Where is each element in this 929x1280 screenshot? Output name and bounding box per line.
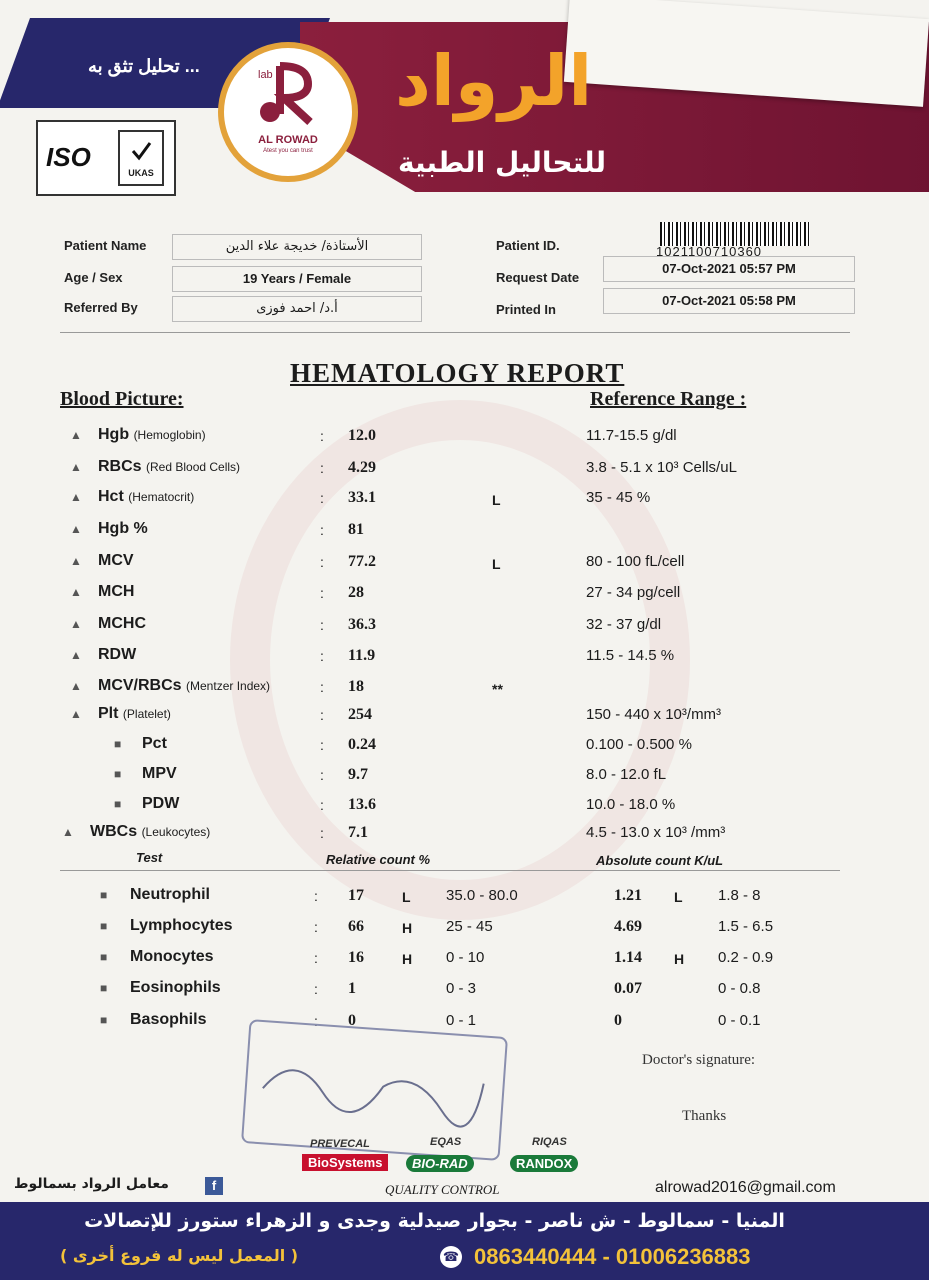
relative-flag: H bbox=[402, 951, 413, 967]
test-reference-range: 11.7-15.5 g/dl bbox=[586, 427, 677, 444]
patient-id-label: Patient ID. bbox=[496, 238, 560, 253]
report-title: HEMATOLOGY REPORT bbox=[290, 358, 625, 388]
arrow-marker-icon: ▲ bbox=[70, 648, 82, 662]
test-name: WBCs (Leukocytes) bbox=[90, 823, 211, 840]
separator: : bbox=[320, 679, 324, 695]
bullet-icon: ■ bbox=[100, 981, 108, 995]
absolute-reference: 0 - 0.8 bbox=[718, 980, 761, 997]
test-reference-range: 3.8 - 5.1 x 10³ Cells/uL bbox=[586, 459, 737, 476]
footer-address: المنيا - سمالوط - ش ناصر - بجوار صيدلية وجدى و الزهراء ستورز للإتصالات bbox=[84, 1210, 785, 1232]
separator: : bbox=[320, 737, 324, 753]
test-value: 254 bbox=[348, 706, 372, 723]
test-row bbox=[0, 733, 929, 763]
bullet-icon: ■ bbox=[100, 888, 108, 902]
test-value: 11.9 bbox=[348, 647, 376, 664]
absolute-value: 0.07 bbox=[614, 980, 642, 997]
test-name: MCV bbox=[98, 552, 134, 569]
separator: : bbox=[320, 797, 324, 813]
bullet-icon: ■ bbox=[100, 950, 108, 964]
arrow-marker-icon: ▲ bbox=[70, 585, 82, 599]
arrow-marker-icon: ▲ bbox=[70, 522, 82, 536]
test-row bbox=[0, 763, 929, 793]
absolute-reference: 1.5 - 6.5 bbox=[718, 918, 774, 935]
lab-stamp bbox=[241, 1019, 508, 1161]
arrow-marker-icon: ▲ bbox=[70, 617, 82, 631]
separator: : bbox=[314, 888, 318, 904]
test-name: Hgb % bbox=[98, 520, 148, 537]
separator: : bbox=[320, 648, 324, 664]
test-value: 9.7 bbox=[348, 766, 368, 783]
facebook-page-name: معامل الرواد بسمالوط bbox=[14, 1176, 169, 1192]
test-reference-range: 35 - 45 % bbox=[586, 489, 651, 506]
blood-picture-heading: Blood Picture: bbox=[60, 388, 184, 410]
brand-subtitle-arabic: للتحاليل الطبية bbox=[398, 146, 606, 179]
test-reference-range: 80 - 100 fL/cell bbox=[586, 553, 685, 570]
test-reference-range: 10.0 - 18.0 % bbox=[586, 796, 676, 813]
facebook-icon: f bbox=[205, 1177, 223, 1195]
logo-subtitle: Atest you can trust bbox=[263, 148, 313, 154]
test-value: 13.6 bbox=[348, 796, 376, 813]
test-name: Hct (Hematocrit) bbox=[98, 488, 195, 505]
separator: : bbox=[320, 767, 324, 783]
arrow-marker-icon: ▲ bbox=[70, 460, 82, 474]
test-row bbox=[0, 703, 929, 733]
diff-row bbox=[0, 977, 929, 1007]
header-tagline: تحليل تثق به ... bbox=[88, 56, 200, 76]
test-reference-range: 4.5 - 13.0 x 10³ /mm³ bbox=[586, 824, 726, 841]
test-row bbox=[0, 550, 929, 580]
bullet-icon: ■ bbox=[114, 737, 122, 751]
footer-band bbox=[0, 1202, 929, 1280]
test-name: MCH bbox=[98, 583, 135, 600]
phone-icon: ☎ bbox=[440, 1246, 462, 1268]
absolute-value: 0 bbox=[614, 1012, 622, 1029]
test-value: 36.3 bbox=[348, 616, 376, 633]
test-row bbox=[0, 581, 929, 611]
relative-value: 66 bbox=[348, 918, 364, 935]
riqas-label: RIQAS bbox=[532, 1136, 567, 1148]
relative-reference: 0 - 10 bbox=[446, 949, 485, 966]
test-row bbox=[0, 518, 929, 548]
test-value: 0.24 bbox=[348, 736, 376, 753]
separator: : bbox=[320, 490, 324, 506]
cell-name: Lymphocytes bbox=[130, 917, 233, 934]
test-name: Pct bbox=[142, 735, 167, 752]
cell-name: Basophils bbox=[130, 1011, 207, 1028]
quality-control-label: QUALITY CONTROL bbox=[385, 1182, 500, 1197]
relative-flag: H bbox=[402, 920, 413, 936]
test-name: PDW bbox=[142, 795, 180, 812]
relative-value: 1 bbox=[348, 980, 356, 997]
footer-branches-note: ( المعمل ليس له فروع أخرى ) bbox=[60, 1246, 299, 1265]
absolute-flag: L bbox=[674, 889, 683, 905]
test-row bbox=[0, 424, 929, 454]
test-reference-range: 150 - 440 x 10³/mm³ bbox=[586, 706, 722, 723]
arrow-marker-icon: ▲ bbox=[62, 825, 74, 839]
relative-reference: 0 - 1 bbox=[446, 1012, 477, 1029]
request-date-label: Request Date bbox=[496, 270, 580, 285]
checkmark-icon bbox=[130, 140, 152, 162]
test-value: 12.0 bbox=[348, 427, 376, 444]
absolute-flag: H bbox=[674, 951, 685, 967]
prevecal-label: PREVECAL bbox=[310, 1138, 370, 1150]
test-flag: L bbox=[492, 492, 501, 508]
diff-header-divider bbox=[60, 870, 840, 871]
test-row bbox=[0, 456, 929, 486]
cell-name: Eosinophils bbox=[130, 979, 221, 996]
test-value: 81 bbox=[348, 521, 364, 538]
separator: : bbox=[320, 554, 324, 570]
logo-lab-text: lab bbox=[258, 69, 273, 81]
test-name: RBCs (Red Blood Cells) bbox=[98, 458, 241, 475]
absolute-value: 4.69 bbox=[614, 918, 642, 935]
ukas-logo bbox=[118, 130, 164, 186]
reference-range-heading: Reference Range : bbox=[590, 388, 747, 410]
separator: : bbox=[320, 460, 324, 476]
test-value: 7.1 bbox=[348, 824, 368, 841]
flask-logo-icon bbox=[224, 54, 352, 134]
test-value: 28 bbox=[348, 584, 364, 601]
patient-barcode bbox=[660, 222, 810, 246]
biosystems-logo: BioSystems bbox=[302, 1154, 388, 1171]
test-value: 4.29 bbox=[348, 459, 376, 476]
test-row bbox=[0, 793, 929, 823]
test-value: 18 bbox=[348, 678, 364, 695]
thanks-text: Thanks bbox=[682, 1108, 727, 1124]
eqas-label: EQAS bbox=[430, 1136, 462, 1148]
test-reference-range: 27 - 34 pg/cell bbox=[586, 584, 681, 601]
relative-value: 16 bbox=[348, 949, 364, 966]
arrow-marker-icon: ▲ bbox=[70, 428, 82, 442]
arrow-marker-icon: ▲ bbox=[70, 490, 82, 504]
absolute-reference: 0 - 0.1 bbox=[718, 1012, 761, 1029]
test-row bbox=[0, 644, 929, 674]
referred-by-value: أ.د/ احمد فوزى bbox=[172, 296, 422, 322]
age-sex-label: Age / Sex bbox=[64, 270, 123, 285]
relative-value: 17 bbox=[348, 887, 364, 904]
separator: : bbox=[320, 428, 324, 444]
bullet-icon: ■ bbox=[100, 919, 108, 933]
separator: : bbox=[314, 981, 318, 997]
diff-row bbox=[0, 915, 929, 945]
test-row bbox=[0, 486, 929, 516]
test-name: MCHC bbox=[98, 615, 146, 632]
diff-header-test: Test bbox=[136, 850, 163, 865]
test-reference-range: 0.100 - 0.500 % bbox=[586, 736, 692, 753]
absolute-reference: 1.8 - 8 bbox=[718, 887, 761, 904]
doctor-signature-label: Doctor's signature: bbox=[642, 1052, 756, 1068]
relative-reference: 25 - 45 bbox=[446, 918, 493, 935]
printed-in-label: Printed In bbox=[496, 302, 556, 317]
patient-id-value: 1021100710360 bbox=[656, 244, 763, 259]
relative-value: 0 bbox=[348, 1012, 356, 1029]
relative-reference: 35.0 - 80.0 bbox=[446, 887, 518, 904]
certification-badges bbox=[36, 120, 176, 196]
test-flag: ** bbox=[492, 681, 503, 697]
arrow-marker-icon: ▲ bbox=[70, 679, 82, 693]
bullet-icon: ■ bbox=[114, 767, 122, 781]
test-name: Plt (Platelet) bbox=[98, 705, 171, 722]
patient-name-value: الأستاذة/ خديجة علاء الدين bbox=[172, 234, 422, 260]
test-name: MPV bbox=[142, 765, 177, 782]
arrow-marker-icon: ▲ bbox=[70, 707, 82, 721]
cell-name: Monocytes bbox=[130, 948, 214, 965]
test-value: 77.2 bbox=[348, 553, 376, 570]
separator: : bbox=[320, 585, 324, 601]
iso-logo: ISO bbox=[46, 142, 91, 172]
brand-name-arabic: الرواد bbox=[395, 40, 593, 122]
test-row bbox=[0, 821, 929, 851]
printed-in-value: 07-Oct-2021 05:58 PM bbox=[603, 288, 855, 314]
logo-name: AL ROWAD bbox=[258, 134, 318, 146]
test-name: RDW bbox=[98, 646, 137, 663]
separator: : bbox=[320, 707, 324, 723]
cell-name: Neutrophil bbox=[130, 886, 210, 903]
relative-reference: 0 - 3 bbox=[446, 980, 477, 997]
diff-header-relative: Relative count % bbox=[326, 852, 431, 867]
bullet-icon: ■ bbox=[114, 797, 122, 811]
separator: : bbox=[314, 950, 318, 966]
test-reference-range: 11.5 - 14.5 % bbox=[586, 647, 675, 664]
test-reference-range: 8.0 - 12.0 fL bbox=[586, 766, 667, 783]
separator: : bbox=[320, 617, 324, 633]
test-reference-range: 32 - 37 g/dl bbox=[586, 616, 662, 633]
divider bbox=[60, 332, 850, 333]
contact-email: alrowad2016@gmail.com bbox=[655, 1179, 836, 1196]
test-row bbox=[0, 613, 929, 643]
biorad-logo: BIO-RAD bbox=[406, 1155, 474, 1172]
absolute-value: 1.14 bbox=[614, 949, 642, 966]
age-sex-value: 19 Years / Female bbox=[172, 266, 422, 292]
referred-by-label: Referred By bbox=[64, 300, 138, 315]
test-value: 33.1 bbox=[348, 489, 376, 506]
footer-phones: 0863440444 - 01006236883 bbox=[474, 1244, 751, 1269]
bullet-icon: ■ bbox=[100, 1013, 108, 1027]
request-date-value: 07-Oct-2021 05:57 PM bbox=[603, 256, 855, 282]
patient-name-label: Patient Name bbox=[64, 238, 147, 253]
diff-row bbox=[0, 884, 929, 914]
separator: : bbox=[320, 522, 324, 538]
test-flag: L bbox=[492, 556, 501, 572]
diff-row bbox=[0, 946, 929, 976]
test-row bbox=[0, 675, 929, 705]
signature-scribble-icon bbox=[250, 1028, 496, 1144]
separator: : bbox=[314, 919, 318, 935]
arrow-marker-icon: ▲ bbox=[70, 554, 82, 568]
ukas-text: UKAS bbox=[128, 168, 154, 178]
lab-logo bbox=[218, 42, 358, 182]
absolute-reference: 0.2 - 0.9 bbox=[718, 949, 774, 966]
diff-header-absolute: Absolute count K/uL bbox=[596, 853, 724, 868]
test-name: MCV/RBCs (Mentzer Index) bbox=[98, 677, 271, 694]
separator: : bbox=[320, 825, 324, 841]
separator: : bbox=[314, 1013, 318, 1029]
relative-flag: L bbox=[402, 889, 411, 905]
randox-logo: RANDOX bbox=[510, 1155, 578, 1172]
test-name: Hgb (Hemoglobin) bbox=[98, 426, 206, 443]
absolute-value: 1.21 bbox=[614, 887, 642, 904]
